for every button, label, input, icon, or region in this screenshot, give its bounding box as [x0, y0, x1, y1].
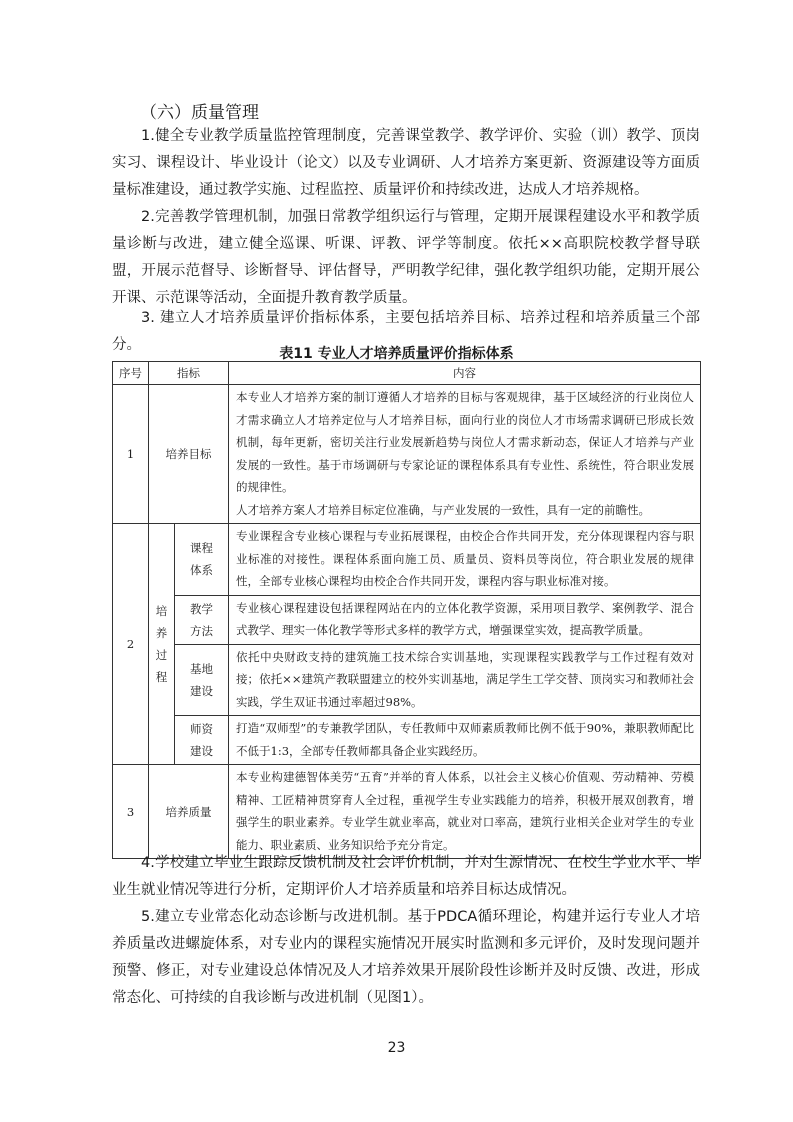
- row2-no: 2: [113, 524, 149, 765]
- paragraph-3: 3. 建立人才培养质量评价指标体系，主要包括培养目标、培养过程和培养质量三个部分。: [112, 310, 700, 353]
- header-no: 序号: [113, 362, 149, 385]
- table-row: [113, 524, 701, 596]
- sub-content: 打造“双师型”的专兼教学团队，专任教师中双师素质教师比例不低于90%，兼职教师配比不低于1:3，全部专任教师都具备企业实践经历。: [229, 716, 701, 765]
- row1-content: [229, 385, 701, 524]
- sub-indicator: 师资建设: [175, 716, 229, 765]
- sub-content: 专业课程含专业核心课程与专业拓展课程，由校企合作共同开发，充分体现课程内容与职业标准的对接性。课程体系面向施工员、质量员、资料员等岗位，符合职业发展的规律性，全部专业核心课程均由校企合作共同开发，课程内容与职业标准对接。: [229, 524, 701, 596]
- sub-content: 专业核心课程建设包括课程网站在内的立体化教学资源，采用项目教学、案例教学、混合式教学、理实一体化教学等形式多样的教学方式，增强课堂实效，提高教学质量。: [229, 595, 701, 644]
- table-row: [113, 716, 701, 765]
- table-row: [113, 644, 701, 716]
- paragraph-5: 5.建立专业常态化动态诊断与改进机制。基于PDCA循环理论，构建并运行专业人才培养质量改进螺旋体系，对专业内的课程实施情况开展实时监测和多元评价，及时发现问题并预警、修正，对专业建设总体情况及人才培养效果开展阶段性诊断并及时反馈、改进，形成常态化、可持续的自我诊断与改进机制（见图1）。: [112, 909, 700, 1006]
- row3-no: 3: [113, 765, 149, 859]
- paragraph-1: 1.健全专业教学质量监控管理制度，完善课堂教学、教学评价、实验（训）教学、顶岗实习、课程设计、毕业设计（论文）以及专业调研、人才培养方案更新、资源建设等方面质量标准建设，通过教学实施、过程监控、质量评价和持续改进，达成人才培养规格。: [112, 128, 700, 198]
- row1-content-a: 本专业人才培养方案的制订遵循人才培养的目标与客观规律，基于区域经济的行业岗位人才需求确立人才培养定位与人才培养目标，面向行业的岗位人才市场需求调研已形成长效机制，每年更新，密切关注行业发展新趋势与岗位人才需求新动态，保证人才培养与产业发展的一致性。基于市场调研与专家论证的课程体系具有专业性、系统性，符合职业发展的规律性。: [236, 390, 694, 494]
- row1-no: 1: [113, 385, 149, 524]
- table-row: [113, 595, 701, 644]
- table-header-row: [113, 362, 701, 385]
- header-content: 内容: [229, 362, 701, 385]
- row3-content: 本专业构建德智体美劳“五育”并举的育人体系，以社会主义核心价值观、劳动精神、劳模精神、工匠精神贯穿育人全过程，重视学生专业实践能力的培养，积极开展双创教育，增强学生的职业素养。专业学生就业率高，就业对口率高，建筑行业相关企业对学生的专业能力、职业素质、业务知识给予充分肯定。: [229, 765, 701, 859]
- header-indicator: 指标: [149, 362, 229, 385]
- table-row: [113, 385, 701, 524]
- sub-indicator: 基地建设: [175, 644, 229, 716]
- paragraph-2: 2.完善教学管理机制，加强日常教学组织运行与管理，定期开展课程建设水平和教学质量诊断与改进，建立健全巡课、听课、评教、评学等制度。依托××高职院校教学督导联盟，开展示范督导、诊断督导、评估督导，严明教学纪律，强化教学组织功能，定期开展公开课、示范课等活动，全面提升教育教学质量。: [112, 209, 700, 306]
- page-number: 23: [387, 1040, 406, 1056]
- evaluation-table: [112, 361, 701, 859]
- sub-indicator: 教学方法: [175, 595, 229, 644]
- paragraph-4: 4.学校建立毕业生跟踪反馈机制及社会评价机制，并对生源情况、在校生学业水平、毕业生就业情况等进行分析，定期评价人才培养质量和培养目标达成情况。: [112, 855, 700, 898]
- row2-indicator: 培养过程: [149, 524, 175, 765]
- section-heading: （六）质量管理: [140, 103, 259, 123]
- sub-content: 依托中央财政支持的建筑施工技术综合实训基地，实现课程实践教学与工作过程有效对接；依托××建筑产教联盟建立的校外实训基地，满足学生工学交替、顶岗实习和教师社会实践，学生双证书通过率超过98%。: [229, 644, 701, 716]
- row1-indicator: 培养目标: [149, 385, 229, 524]
- row3-indicator: 培养质量: [149, 765, 229, 859]
- table-caption: 表11 专业人才培养质量评价指标体系: [279, 346, 514, 362]
- sub-indicator: 课程体系: [175, 524, 229, 596]
- row1-content-b: 人才培养方案人才培养目标定位准确，与产业发展的一致性，具有一定的前瞻性。: [236, 502, 650, 517]
- table-row: [113, 765, 701, 859]
